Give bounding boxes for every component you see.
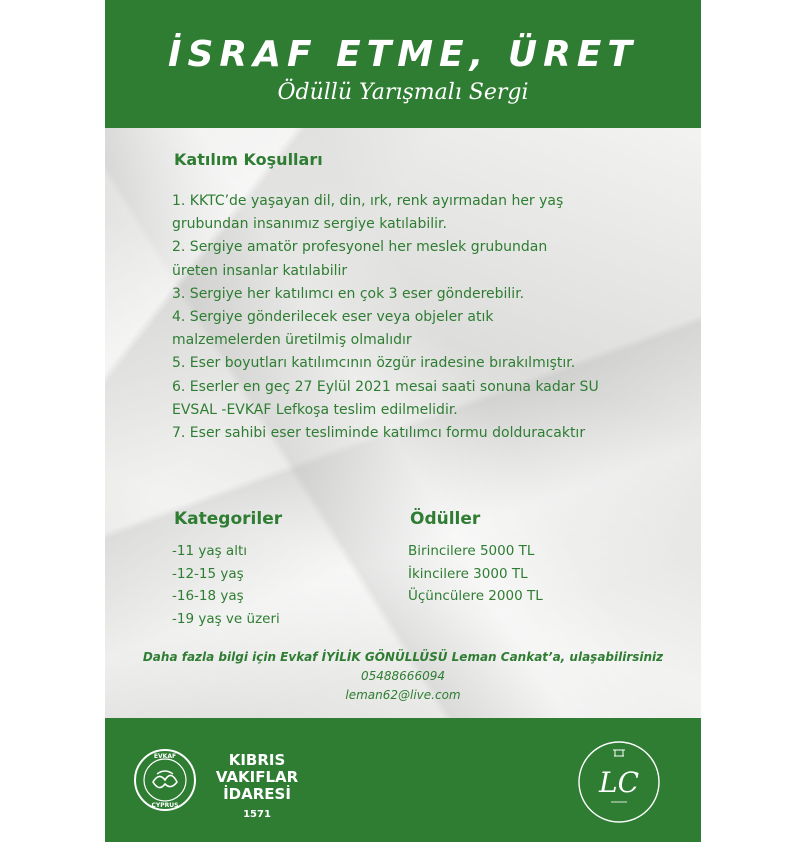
evkaf-seal-icon	[133, 748, 197, 812]
condition-line: 1. KKTC’de yaşayan dil, din, ırk, renk ayırmadan her yaş	[172, 193, 564, 209]
conditions-list	[172, 190, 672, 445]
condition-line: EVSAL -EVKAF Lefkoşa teslim edilmelidir.	[172, 401, 458, 418]
condition-line: grubundan insanımız sergiye katılabilir.	[172, 216, 447, 233]
condition-line: üreten insanlar katılabilir	[172, 262, 348, 279]
prize-item: İkincilere 3000 TL	[408, 565, 528, 582]
org-line-3: İDARESİ	[223, 785, 291, 803]
contact-email: leman62@live.com	[345, 688, 461, 702]
poster-subtitle: Ödüllü Yarışmalı Sergi	[277, 80, 529, 105]
condition-line: 5. Eser boyutları katılımcının özgür iradesine bırakılmıştır.	[172, 355, 576, 372]
poster	[105, 0, 701, 842]
categories-list	[172, 540, 280, 631]
poster-title: İSRAF ETME, ÜRET	[168, 34, 638, 75]
org-line-2: VAKIFLAR	[215, 768, 299, 786]
condition-line: 6. Eserler en geç 27 Eylül 2021 mesai saati sonuna kadar SU	[172, 378, 599, 395]
seal-bottom-text: CYPRUS	[151, 802, 179, 809]
condition-line: malzemelerden üretilmiş olmalıdır	[172, 332, 412, 349]
prizes-heading: Ödüller	[410, 509, 481, 529]
condition-line: 2. Sergiye amatör profesyonel her meslek grubundan	[172, 239, 548, 256]
contact-phone: 05488666094	[361, 669, 445, 683]
org-name	[197, 752, 317, 820]
org-line-1: KIBRIS	[228, 751, 286, 769]
prize-item: Birincilere 5000 TL	[408, 543, 535, 559]
condition-line: 7. Eser sahibi eser tesliminde katılımcı formu dolduracaktır	[172, 425, 586, 442]
seal-top-text: EVKAF	[153, 753, 177, 760]
lc-logo-icon	[575, 738, 663, 826]
condition-line: 4. Sergiye gönderilecek eser veya objeler atık	[172, 309, 494, 326]
prizes-list	[408, 540, 543, 608]
contact-text: Daha fazla bilgi için Evkaf İYİLİK GÖNÜLLÜSÜ Leman Cankat’a, ulaşabilirsiniz	[142, 650, 664, 664]
category-item: -16-18 yaş	[172, 588, 244, 605]
condition-line: 3. Sergiye her katılımcı en çok 3 eser gönderebilir.	[172, 285, 525, 302]
header-band	[105, 0, 701, 128]
category-item: -12-15 yaş	[172, 565, 244, 582]
prize-item: Üçüncülere 2000 TL	[408, 588, 543, 605]
lc-mark-text: LC	[598, 766, 640, 799]
category-item: -11 yaş altı	[172, 543, 247, 559]
category-item: -19 yaş ve üzeri	[172, 611, 280, 628]
contact-info	[105, 648, 701, 705]
categories-heading: Kategoriler	[174, 509, 283, 529]
org-year: 1571	[243, 809, 271, 820]
conditions-heading: Katılım Koşulları	[174, 150, 323, 169]
